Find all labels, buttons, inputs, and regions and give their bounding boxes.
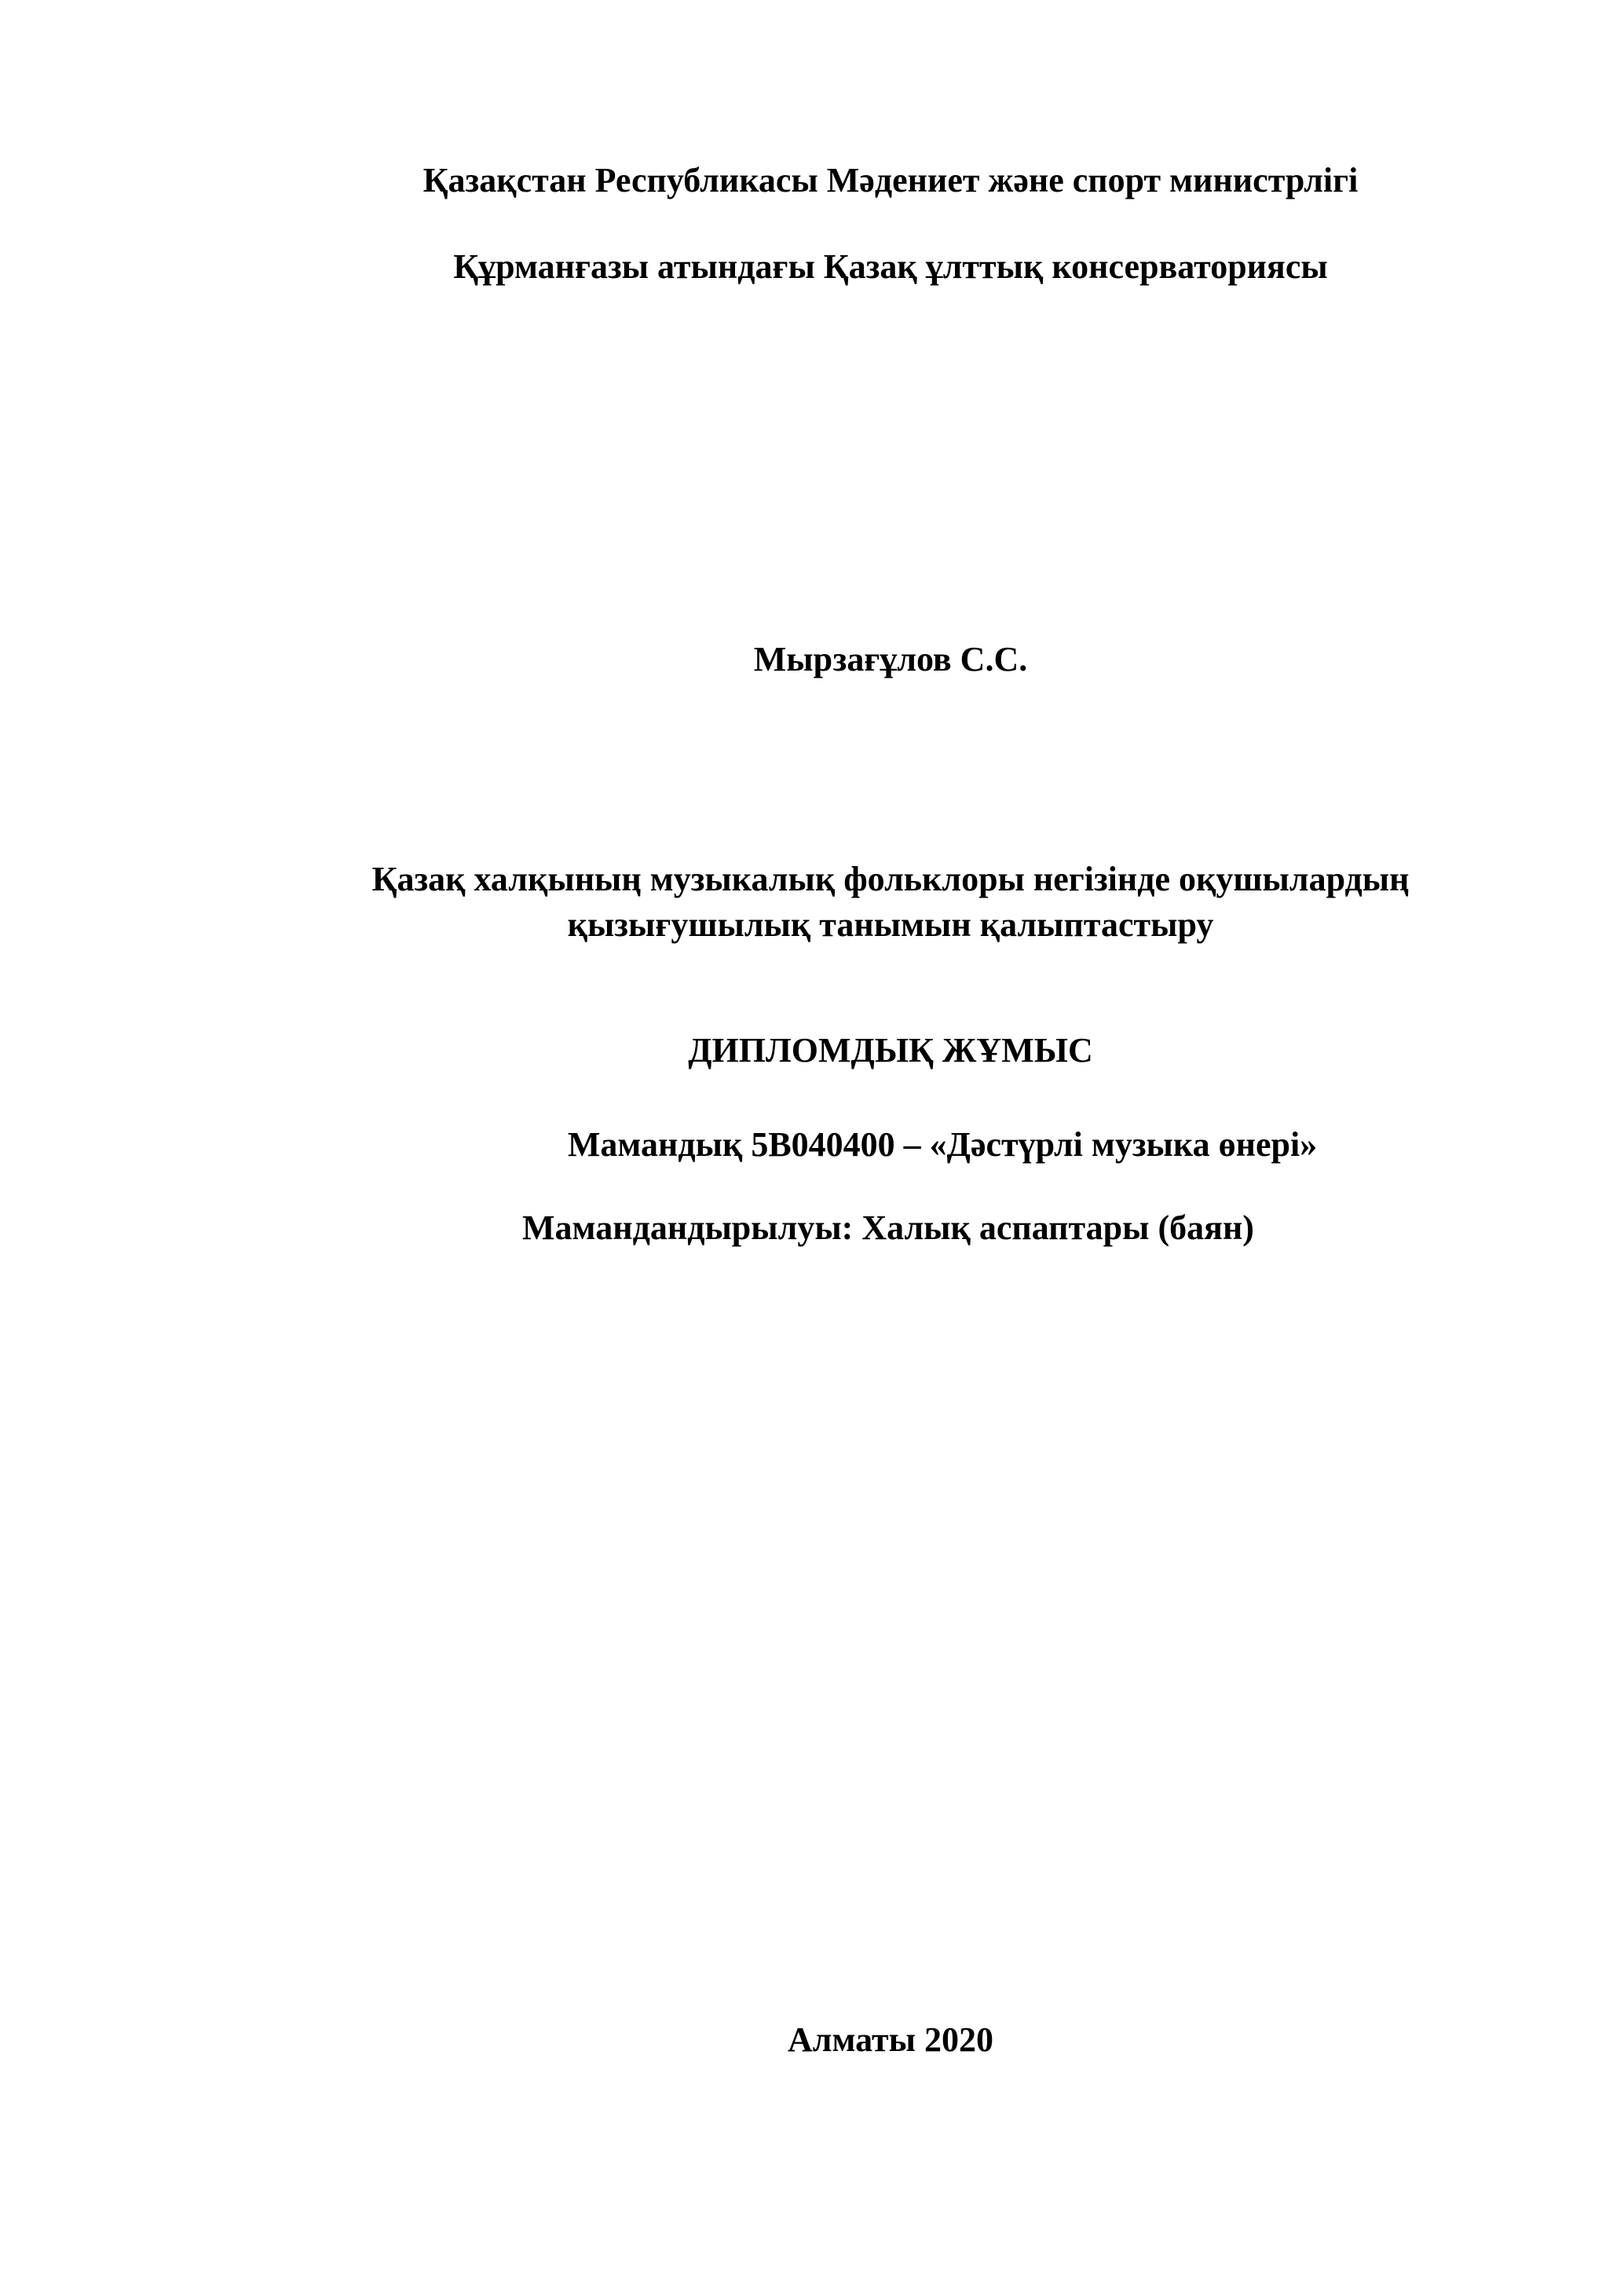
specialization-line: Мамандандырылуы: Халық аспаптары (баян) (522, 1208, 1254, 1247)
conservatory-heading: Құрманғазы атындағы Қазақ ұлттық консерваториясы (453, 247, 1328, 286)
thesis-title-line-1: Қазақ халқының музыкалық фольклоры негізінде оқушылардың (371, 860, 1410, 898)
thesis-title-line-2: қызығушылық танымын қалыптастыру (567, 905, 1214, 944)
specialty-line: Мамандық 5В040400 – «Дәстүрлі музыка өнері» (567, 1125, 1318, 1164)
document-type: ДИПЛОМДЫҚ ЖҰМЫС (688, 1031, 1093, 1069)
city-year: Алматы 2020 (788, 2020, 993, 2059)
author-name: Мырзағұлов С.С. (753, 640, 1028, 678)
ministry-heading: Қазақстан Республикасы Мәдениет және спорт министрлігі (422, 161, 1359, 199)
